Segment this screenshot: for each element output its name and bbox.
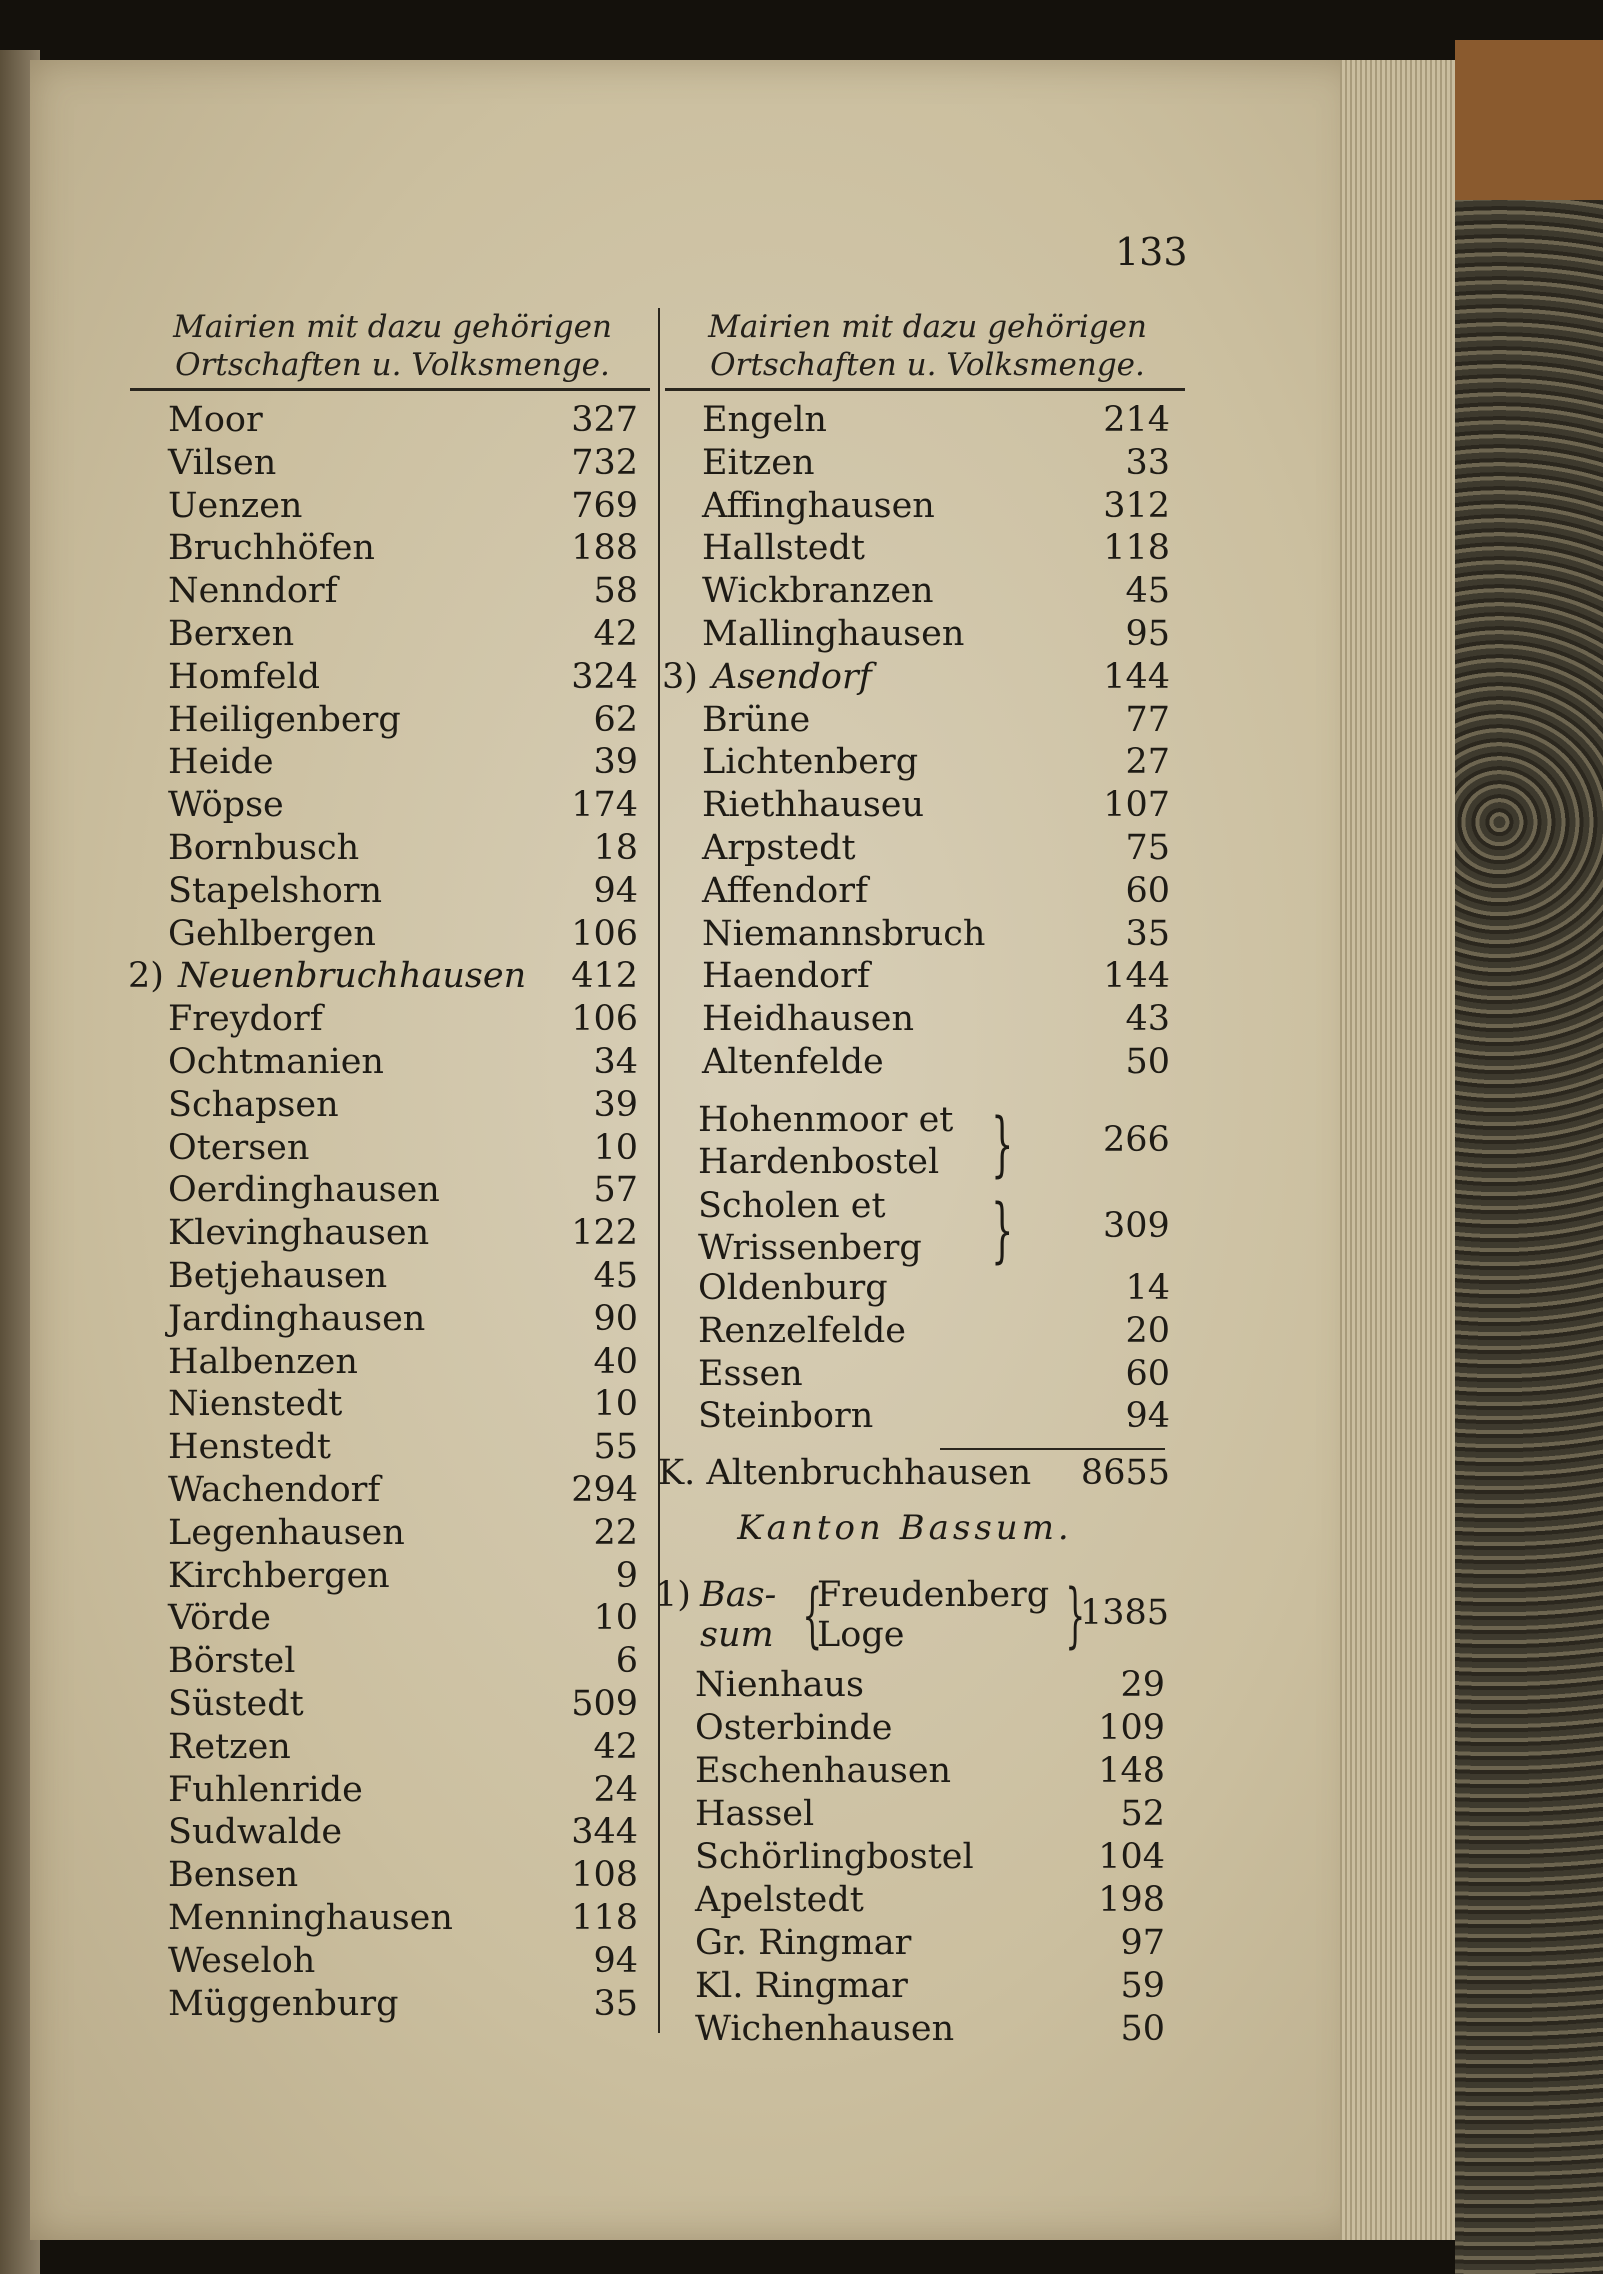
place-name: Wöpse <box>168 785 284 826</box>
place-name: Niemannsbruch <box>702 913 986 954</box>
place-name: Affinghausen <box>702 485 935 526</box>
population-value: 42 <box>593 1726 638 1767</box>
population-value: 188 <box>571 528 638 569</box>
population-value: 60 <box>1125 1353 1170 1394</box>
population-value: 732 <box>571 442 638 483</box>
population-value: 62 <box>593 699 638 740</box>
population-value: 77 <box>1125 699 1170 740</box>
place-name: Heiligenberg <box>168 699 401 740</box>
place-name: Müggenburg <box>168 1983 399 2024</box>
list-item <box>168 1042 638 1084</box>
place-name: Henstedt <box>168 1427 331 1468</box>
bassum-part-2: sum <box>700 1615 774 1655</box>
place-name: Betjehausen <box>168 1256 388 1296</box>
place-name: Weseloh <box>168 1940 316 1981</box>
list-item <box>168 1898 638 1940</box>
list-item <box>168 1770 638 1812</box>
list-item <box>168 1941 638 1983</box>
population-value: 144 <box>1103 656 1170 697</box>
population-value: 108 <box>571 1855 638 1896</box>
list-item <box>698 1268 1170 1310</box>
population-value: 122 <box>571 1213 638 1254</box>
place-name: Bruchhöfen <box>168 528 375 569</box>
list-item <box>702 914 1170 956</box>
population-value: 39 <box>593 742 638 783</box>
bassum-place-1: Freudenberg <box>817 1575 1050 1615</box>
list-item <box>168 785 638 827</box>
list-item <box>168 1213 638 1255</box>
place-name: Vörde <box>168 1598 271 1639</box>
list-item <box>168 486 638 528</box>
population-value: 106 <box>571 999 638 1040</box>
list-item <box>695 1794 1165 1836</box>
brace-value: 266 <box>1103 1120 1170 1160</box>
place-name: Berxen <box>168 614 295 654</box>
place-name: Heidhausen <box>702 999 914 1040</box>
population-value: 90 <box>593 1298 638 1339</box>
total-value: 8655 <box>1080 1453 1170 1493</box>
brace-glyph: } <box>991 1103 1014 1185</box>
population-value: 148 <box>1098 1751 1165 1791</box>
list-item <box>168 871 638 913</box>
list-item <box>698 1311 1170 1353</box>
list-item <box>168 1556 638 1598</box>
brace-value: 309 <box>1103 1206 1170 1246</box>
list-item <box>702 400 1170 442</box>
place-name: Gehlbergen <box>168 913 376 954</box>
place-name: Moor <box>168 400 263 440</box>
population-value: 109 <box>1098 1708 1165 1748</box>
page-number: 133 <box>1115 230 1188 274</box>
list-item <box>695 1880 1165 1922</box>
place-name: Arpstedt <box>702 828 856 868</box>
place-name: Sudwalde <box>168 1812 343 1853</box>
header-line-1: Mairien mit dazu gehörigen <box>173 309 612 345</box>
list-item <box>702 614 1170 656</box>
place-name: Freydorf <box>168 999 323 1040</box>
population-value: 60 <box>1125 870 1170 911</box>
place-name: Hallstedt <box>702 528 865 569</box>
population-value: 94 <box>593 870 638 911</box>
place-name: Neuenbruchhausen <box>178 956 527 997</box>
place-name: Retzen <box>168 1726 291 1767</box>
population-value: 10 <box>593 1127 638 1168</box>
list-item <box>702 1042 1170 1084</box>
header-line-2: Ortschaften u. Volksmenge. <box>175 347 610 383</box>
bassum-entry <box>655 1575 1175 1665</box>
place-name: Hassel <box>695 1794 815 1834</box>
place-name: Heide <box>168 742 274 783</box>
list-item <box>168 828 638 870</box>
list-item <box>702 486 1170 528</box>
place-name: Engeln <box>702 400 827 440</box>
place-name: Affendorf <box>702 870 868 911</box>
population-value: 39 <box>593 1084 638 1125</box>
population-value: 104 <box>1098 1837 1165 1877</box>
item-prefix: 3) <box>662 656 698 697</box>
brace-glyph: { <box>802 1574 823 1656</box>
place-name: Süstedt <box>168 1684 304 1724</box>
population-value: 57 <box>593 1170 638 1211</box>
population-value: 50 <box>1120 2009 1165 2049</box>
list-item <box>168 1470 638 1512</box>
place-name: Lichtenberg <box>702 742 919 783</box>
list-item <box>168 1641 638 1683</box>
population-value: 35 <box>1125 913 1170 954</box>
population-value: 59 <box>1120 1966 1165 2006</box>
brace-glyph: } <box>1065 1574 1086 1656</box>
brace-line-1: Scholen et <box>698 1186 886 1226</box>
list-item <box>695 2009 1165 2051</box>
population-value: 52 <box>1120 1794 1165 1834</box>
population-value: 40 <box>593 1341 638 1382</box>
list-item <box>695 1708 1165 1750</box>
population-value: 324 <box>571 656 638 697</box>
list-item <box>168 1513 638 1555</box>
right-column-header <box>670 308 1185 384</box>
book-cover-corner <box>1455 40 1603 200</box>
place-name: Otersen <box>168 1127 310 1168</box>
population-value: 769 <box>571 485 638 526</box>
list-item <box>168 1684 638 1726</box>
list-item <box>168 1598 638 1640</box>
list-item <box>168 614 638 656</box>
population-value: 9 <box>615 1555 638 1596</box>
list-item <box>168 1855 638 1897</box>
list-item <box>698 1354 1170 1396</box>
list-item <box>168 528 638 570</box>
population-value: 18 <box>593 828 638 868</box>
header-line-2: Ortschaften u. Volksmenge. <box>710 347 1145 383</box>
bassum-part-1: Bas- <box>700 1575 777 1615</box>
population-value: 294 <box>571 1470 638 1510</box>
place-name: Essen <box>698 1353 803 1394</box>
place-name: Eschenhausen <box>695 1751 952 1791</box>
list-item <box>168 914 638 956</box>
population-value: 327 <box>571 400 638 440</box>
list-item <box>662 656 1170 699</box>
column-divider <box>658 308 660 2033</box>
place-name: Oerdinghausen <box>168 1170 440 1211</box>
population-value: 118 <box>1103 528 1170 569</box>
population-value: 27 <box>1125 742 1170 783</box>
list-item <box>702 443 1170 485</box>
place-name: Bensen <box>168 1855 299 1896</box>
list-item <box>695 1923 1165 1965</box>
population-value: 45 <box>1125 571 1170 612</box>
population-value: 118 <box>571 1898 638 1938</box>
population-value: 214 <box>1103 400 1170 440</box>
population-value: 94 <box>1125 1396 1170 1437</box>
place-name: Altenfelde <box>702 1042 884 1082</box>
place-name: Klevinghausen <box>168 1213 430 1254</box>
place-name: Asendorf <box>712 656 872 697</box>
list-item <box>128 956 638 998</box>
list-item <box>168 1727 638 1769</box>
list-item <box>702 571 1170 613</box>
total-row <box>658 1453 1170 1495</box>
place-name: Ochtmanien <box>168 1042 384 1082</box>
population-value: 107 <box>1103 785 1170 826</box>
list-item <box>168 1812 638 1854</box>
header-line-1: Mairien mit dazu gehörigen <box>708 309 1147 345</box>
brace-glyph: } <box>991 1189 1014 1271</box>
place-name: Wachendorf <box>168 1470 381 1510</box>
population-value: 33 <box>1125 442 1170 483</box>
place-name: Uenzen <box>168 485 303 526</box>
place-name: Brüne <box>702 699 811 740</box>
place-name: Riethhauseu <box>702 785 925 826</box>
population-value: 10 <box>593 1598 638 1639</box>
population-value: 174 <box>571 785 638 826</box>
list-item <box>168 1170 638 1212</box>
population-value: 6 <box>615 1641 638 1682</box>
place-name: Mallinghausen <box>702 614 965 654</box>
brace-line-1: Hohenmoor et <box>698 1100 954 1140</box>
list-item <box>168 1427 638 1469</box>
population-value: 95 <box>1125 614 1170 654</box>
place-name: Vilsen <box>168 442 277 483</box>
population-value: 55 <box>593 1427 638 1468</box>
population-value: 106 <box>571 913 638 954</box>
place-name: Haendorf <box>702 956 870 997</box>
place-name: Gr. Ringmar <box>695 1923 912 1963</box>
place-name: Menninghausen <box>168 1898 453 1938</box>
list-item <box>168 1384 638 1426</box>
population-value: 29 <box>1120 1665 1165 1705</box>
place-name: Osterbinde <box>695 1708 893 1748</box>
item-prefix: 2) <box>128 956 164 997</box>
population-value: 50 <box>1125 1042 1170 1082</box>
list-item <box>168 1984 638 2026</box>
population-value: 412 <box>571 956 638 997</box>
place-name: Kirchbergen <box>168 1555 390 1596</box>
place-name: Wichenhausen <box>695 2009 955 2049</box>
place-name: Wickbranzen <box>702 571 934 612</box>
list-item <box>695 1665 1165 1707</box>
list-item <box>702 742 1170 784</box>
list-item <box>168 1299 638 1341</box>
list-item <box>168 1256 638 1298</box>
population-value: 22 <box>593 1512 638 1553</box>
list-item <box>702 999 1170 1041</box>
place-name: Renzelfelde <box>698 1310 906 1351</box>
list-item <box>168 657 638 699</box>
list-item <box>168 742 638 784</box>
list-item <box>168 1128 638 1170</box>
total-rule <box>940 1448 1165 1450</box>
list-item <box>702 700 1170 742</box>
bassum-prefix: 1) <box>655 1575 691 1615</box>
population-value: 344 <box>571 1812 638 1853</box>
population-value: 20 <box>1125 1310 1170 1351</box>
brace-line-2: Wrissenberg <box>698 1228 922 1268</box>
list-item <box>695 1751 1165 1793</box>
place-name: Oldenburg <box>698 1268 888 1308</box>
bassum-value: 1385 <box>1080 1593 1170 1633</box>
list-item <box>702 785 1170 827</box>
place-name: Legenhausen <box>168 1512 405 1553</box>
place-name: Jardinghausen <box>168 1298 426 1339</box>
place-name: Börstel <box>168 1641 296 1682</box>
list-item <box>168 700 638 742</box>
population-value: 10 <box>593 1384 638 1425</box>
place-name: Kl. Ringmar <box>695 1966 908 2006</box>
population-value: 198 <box>1098 1880 1165 1920</box>
population-value: 144 <box>1103 956 1170 997</box>
brace-line-2: Hardenbostel <box>698 1142 940 1182</box>
list-item <box>702 828 1170 870</box>
list-item <box>168 400 638 442</box>
place-name: Homfeld <box>168 656 321 697</box>
list-item <box>702 871 1170 913</box>
population-value: 94 <box>593 1940 638 1981</box>
total-label: K. Altenbruchhausen <box>658 1453 1032 1493</box>
place-name: Eitzen <box>702 442 815 483</box>
population-value: 35 <box>593 1983 638 2024</box>
page-fore-edge <box>1340 60 1460 2240</box>
population-value: 43 <box>1125 999 1170 1040</box>
place-name: Schapsen <box>168 1084 339 1125</box>
list-item <box>168 443 638 485</box>
place-name: Fuhlenride <box>168 1769 363 1810</box>
population-value: 42 <box>593 614 638 654</box>
place-name: Bornbusch <box>168 828 360 868</box>
population-value: 34 <box>593 1042 638 1082</box>
place-name: Schörlingbostel <box>695 1837 974 1877</box>
list-item <box>702 528 1170 570</box>
population-value: 97 <box>1120 1923 1165 1963</box>
right-header-rule <box>665 388 1185 391</box>
place-name: Stapelshorn <box>168 870 383 911</box>
left-header-rule <box>130 388 650 391</box>
population-value: 24 <box>593 1769 638 1810</box>
population-value: 14 <box>1125 1268 1170 1308</box>
list-item <box>168 999 638 1041</box>
place-name: Halbenzen <box>168 1341 358 1382</box>
list-item <box>698 1396 1170 1438</box>
place-name: Nienhaus <box>695 1665 864 1705</box>
place-name: Nenndorf <box>168 571 338 612</box>
population-value: 45 <box>593 1256 638 1296</box>
population-value: 509 <box>571 1684 638 1724</box>
list-item <box>168 1085 638 1127</box>
list-item <box>695 1837 1165 1879</box>
left-column-header <box>130 308 655 384</box>
population-value: 75 <box>1125 828 1170 868</box>
bassum-place-2: Loge <box>817 1615 905 1655</box>
population-value: 58 <box>593 571 638 612</box>
marbled-book-cover <box>1455 200 1603 2274</box>
list-item <box>695 1966 1165 2008</box>
canton-heading: Kanton Bassum. <box>737 1508 1073 1548</box>
list-item <box>168 571 638 613</box>
population-value: 312 <box>1103 485 1170 526</box>
place-name: Nienstedt <box>168 1384 343 1425</box>
place-name: Steinborn <box>698 1396 874 1437</box>
place-name: Apelstedt <box>695 1880 864 1920</box>
list-item <box>702 956 1170 998</box>
list-item <box>168 1342 638 1384</box>
